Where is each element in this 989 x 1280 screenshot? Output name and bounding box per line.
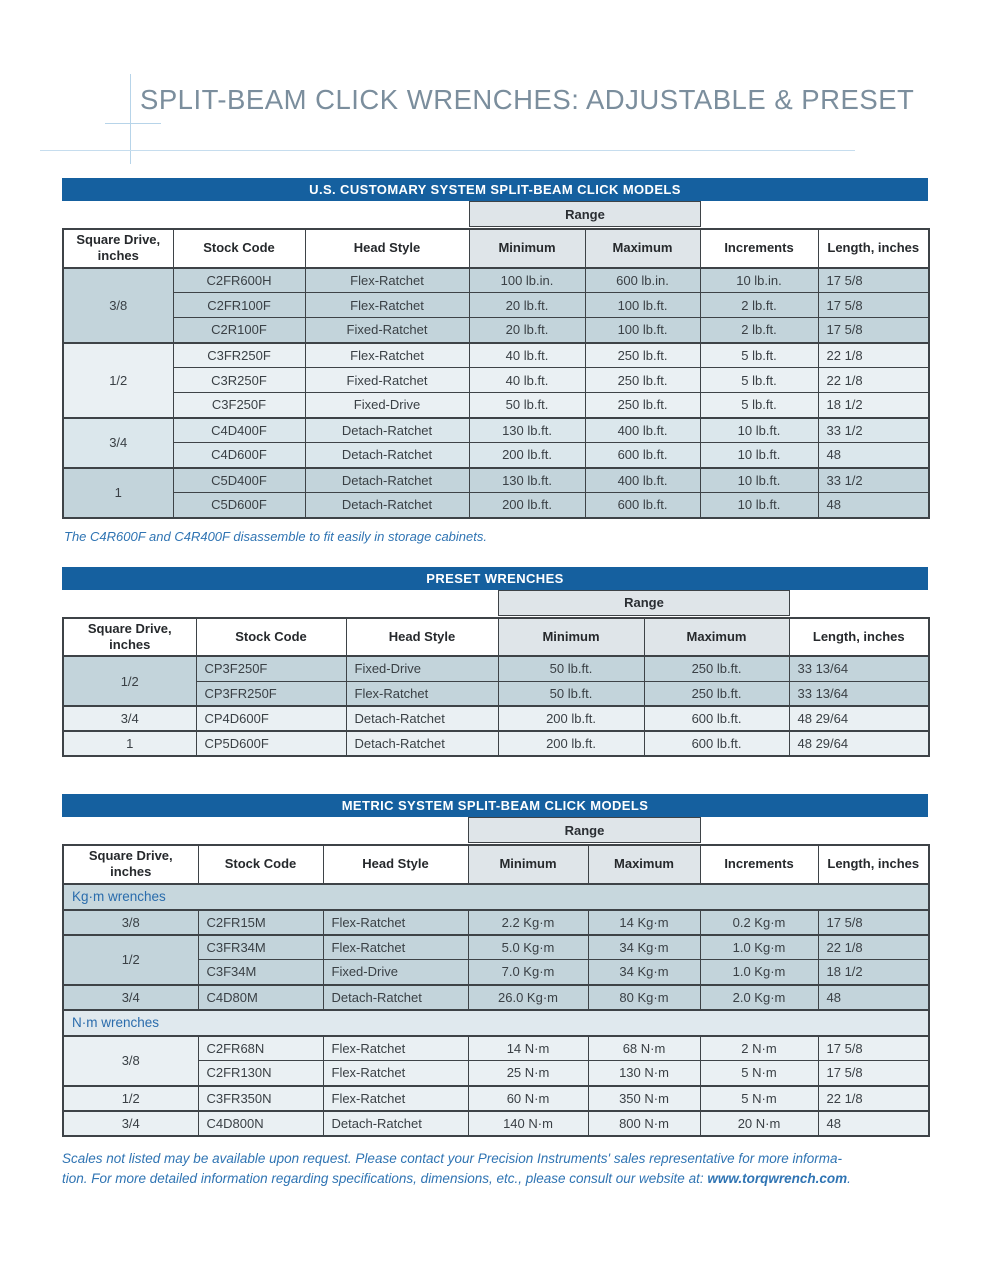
square-drive-cell: 1/2 [63, 1086, 198, 1111]
head-style-cell: Fixed-Drive [323, 960, 468, 985]
maximum-cell: 600 lb.ft. [585, 493, 700, 518]
head-style-cell: Fixed-Drive [346, 656, 498, 681]
table-row [63, 318, 929, 343]
head-style-cell: Detach-Ratchet [305, 418, 469, 443]
column-header: Square Drive, inches [63, 229, 173, 268]
head-style-cell: Flex-Ratchet [323, 1036, 468, 1061]
length-cell: 33 13/64 [789, 656, 929, 681]
column-header: Stock Code [196, 618, 346, 657]
increments-cell: 10 lb.ft. [700, 493, 818, 518]
table-row [63, 656, 929, 681]
maximum-cell: 600 lb.ft. [644, 731, 789, 756]
stock-code-cell: C4D600F [173, 443, 305, 468]
maximum-cell: 68 N·m [588, 1036, 700, 1061]
minimum-cell: 50 lb.ft. [498, 681, 644, 706]
increments-cell: 10 lb.ft. [700, 418, 818, 443]
head-style-cell: Flex-Ratchet [323, 935, 468, 960]
head-style-cell: Detach-Ratchet [305, 468, 469, 493]
length-cell: 48 [818, 443, 929, 468]
table-row [63, 443, 929, 468]
head-style-cell: Flex-Ratchet [323, 910, 468, 935]
minimum-cell: 200 lb.ft. [469, 443, 585, 468]
maximum-cell: 14 Kg·m [588, 910, 700, 935]
section-label-row [63, 884, 929, 910]
stock-code-cell: C2R100F [173, 318, 305, 343]
metric-range-strip [62, 817, 928, 844]
maximum-cell: 250 lb.ft. [585, 343, 700, 368]
preset-range-strip [62, 590, 928, 617]
minimum-cell: 40 lb.ft. [469, 343, 585, 368]
length-cell: 17 5/8 [818, 1036, 929, 1061]
length-cell: 48 [818, 985, 929, 1010]
length-cell: 33 1/2 [818, 468, 929, 493]
header-row [63, 845, 929, 884]
column-header: Square Drive, inches [63, 845, 198, 884]
stock-code-cell: C5D600F [173, 493, 305, 518]
table-row [63, 293, 929, 318]
column-header: Maximum [644, 618, 789, 657]
length-cell: 17 5/8 [818, 910, 929, 935]
stock-code-cell: C3R250F [173, 368, 305, 393]
column-header: Increments [700, 845, 818, 884]
minimum-cell: 7.0 Kg·m [468, 960, 588, 985]
increments-cell: 1.0 Kg·m [700, 935, 818, 960]
square-drive-cell: 3/4 [63, 418, 173, 468]
stock-code-cell: CP3FR250F [196, 681, 346, 706]
minimum-cell: 14 N·m [468, 1036, 588, 1061]
stock-code-cell: C3F250F [173, 393, 305, 418]
section-label-row [63, 1010, 929, 1036]
section-label: N·m wrenches [63, 1010, 929, 1036]
us-table-note: The C4R600F and C4R400F disassemble to fit easily in storage cabinets. [64, 528, 487, 544]
square-drive-cell: 3/4 [63, 706, 196, 731]
minimum-cell: 200 lb.ft. [498, 706, 644, 731]
table-row [63, 468, 929, 493]
minimum-cell: 140 N·m [468, 1111, 588, 1136]
increments-cell: 5 lb.ft. [700, 343, 818, 368]
minimum-cell: 200 lb.ft. [498, 731, 644, 756]
minimum-cell: 50 lb.ft. [498, 656, 644, 681]
head-style-cell: Detach-Ratchet [346, 731, 498, 756]
maximum-cell: 350 N·m [588, 1086, 700, 1111]
crosshair-horizontal-tick [105, 123, 161, 124]
maximum-cell: 100 lb.ft. [585, 318, 700, 343]
range-header: Range [469, 201, 701, 227]
footer-line2: tion. For more detailed information regarding specifications, dimensions, etc., please consult our website at: [62, 1170, 708, 1186]
maximum-cell: 250 lb.ft. [644, 656, 789, 681]
increments-cell: 2 lb.ft. [700, 293, 818, 318]
stock-code-cell: C2FR15M [198, 910, 323, 935]
length-cell: 48 [818, 1111, 929, 1136]
metric-banner: METRIC SYSTEM SPLIT-BEAM CLICK MODELS [62, 794, 928, 817]
increments-cell: 10 lb.ft. [700, 443, 818, 468]
head-style-cell: Detach-Ratchet [305, 443, 469, 468]
metric-table [62, 844, 930, 1137]
maximum-cell: 600 lb.ft. [644, 706, 789, 731]
length-cell: 17 5/8 [818, 293, 929, 318]
us-customary-table [62, 228, 930, 519]
increments-cell: 10 lb.ft. [700, 468, 818, 493]
length-cell: 22 1/8 [818, 368, 929, 393]
maximum-cell: 800 N·m [588, 1111, 700, 1136]
maximum-cell: 34 Kg·m [588, 960, 700, 985]
maximum-cell: 600 lb.ft. [585, 443, 700, 468]
head-style-cell: Fixed-Ratchet [305, 368, 469, 393]
range-header: Range [468, 817, 701, 843]
minimum-cell: 50 lb.ft. [469, 393, 585, 418]
column-header: Maximum [585, 229, 700, 268]
header-row [63, 229, 929, 268]
increments-cell: 5 lb.ft. [700, 368, 818, 393]
square-drive-cell: 3/8 [63, 1036, 198, 1086]
increments-cell: 5 N·m [700, 1061, 818, 1086]
head-style-cell: Flex-Ratchet [323, 1086, 468, 1111]
stock-code-cell: C2FR100F [173, 293, 305, 318]
increments-cell: 20 N·m [700, 1111, 818, 1136]
maximum-cell: 250 lb.ft. [585, 368, 700, 393]
head-style-cell: Flex-Ratchet [305, 293, 469, 318]
stock-code-cell: C3F34M [198, 960, 323, 985]
maximum-cell: 80 Kg·m [588, 985, 700, 1010]
increments-cell: 2.0 Kg·m [700, 985, 818, 1010]
table-row [63, 343, 929, 368]
minimum-cell: 130 lb.ft. [469, 468, 585, 493]
length-cell: 48 [818, 493, 929, 518]
website-link[interactable]: www.torqwrench.com [707, 1170, 848, 1186]
length-cell: 22 1/8 [818, 935, 929, 960]
column-header: Minimum [468, 845, 588, 884]
table-row [63, 706, 929, 731]
length-cell: 18 1/2 [818, 393, 929, 418]
footer-line2-end: . [847, 1170, 851, 1186]
head-style-cell: Flex-Ratchet [323, 1061, 468, 1086]
maximum-cell: 600 lb.in. [585, 268, 700, 293]
length-cell: 17 5/8 [818, 1061, 929, 1086]
head-style-cell: Flex-Ratchet [346, 681, 498, 706]
length-cell: 22 1/8 [818, 1086, 929, 1111]
column-header: Head Style [305, 229, 469, 268]
head-style-cell: Flex-Ratchet [305, 268, 469, 293]
square-drive-cell: 1/2 [63, 343, 173, 418]
minimum-cell: 200 lb.ft. [469, 493, 585, 518]
head-style-cell: Detach-Ratchet [346, 706, 498, 731]
length-cell: 33 13/64 [789, 681, 929, 706]
increments-cell: 0.2 Kg·m [700, 910, 818, 935]
column-header: Length, inches [818, 845, 929, 884]
stock-code-cell: C2FR130N [198, 1061, 323, 1086]
stock-code-cell: CP4D600F [196, 706, 346, 731]
length-cell: 48 29/64 [789, 706, 929, 731]
square-drive-cell: 3/4 [63, 1111, 198, 1136]
stock-code-cell: C4D800N [198, 1111, 323, 1136]
minimum-cell: 100 lb.in. [469, 268, 585, 293]
stock-code-cell: C4D80M [198, 985, 323, 1010]
table-row [63, 985, 929, 1010]
minimum-cell: 2.2 Kg·m [468, 910, 588, 935]
table-row [63, 493, 929, 518]
maximum-cell: 130 N·m [588, 1061, 700, 1086]
minimum-cell: 20 lb.ft. [469, 318, 585, 343]
increments-cell: 5 N·m [700, 1086, 818, 1111]
increments-cell: 1.0 Kg·m [700, 960, 818, 985]
maximum-cell: 400 lb.ft. [585, 418, 700, 443]
minimum-cell: 40 lb.ft. [469, 368, 585, 393]
maximum-cell: 400 lb.ft. [585, 468, 700, 493]
table-row [63, 935, 929, 960]
length-cell: 18 1/2 [818, 960, 929, 985]
table-row [63, 1036, 929, 1061]
increments-cell: 2 lb.ft. [700, 318, 818, 343]
table-row [63, 1086, 929, 1111]
head-style-cell: Fixed-Ratchet [305, 318, 469, 343]
square-drive-cell: 3/4 [63, 985, 198, 1010]
us-range-strip [62, 201, 928, 228]
stock-code-cell: CP3F250F [196, 656, 346, 681]
table-row [63, 418, 929, 443]
footer-text [62, 1149, 928, 1190]
stock-code-cell: CP5D600F [196, 731, 346, 756]
length-cell: 33 1/2 [818, 418, 929, 443]
square-drive-cell: 1/2 [63, 656, 196, 706]
square-drive-cell: 3/8 [63, 910, 198, 935]
column-header: Increments [700, 229, 818, 268]
preset-table [62, 617, 930, 758]
title-divider-line [40, 150, 855, 151]
column-header: Stock Code [198, 845, 323, 884]
minimum-cell: 20 lb.ft. [469, 293, 585, 318]
maximum-cell: 34 Kg·m [588, 935, 700, 960]
stock-code-cell: C3FR350N [198, 1086, 323, 1111]
column-header: Stock Code [173, 229, 305, 268]
square-drive-cell: 1 [63, 468, 173, 518]
head-style-cell: Flex-Ratchet [305, 343, 469, 368]
maximum-cell: 250 lb.ft. [644, 681, 789, 706]
increments-cell: 2 N·m [700, 1036, 818, 1061]
page-header [0, 0, 989, 178]
stock-code-cell: C2FR68N [198, 1036, 323, 1061]
minimum-cell: 25 N·m [468, 1061, 588, 1086]
length-cell: 22 1/8 [818, 343, 929, 368]
preset-banner: PRESET WRENCHES [62, 567, 928, 590]
minimum-cell: 60 N·m [468, 1086, 588, 1111]
table-row [63, 910, 929, 935]
column-header: Length, inches [818, 229, 929, 268]
stock-code-cell: C5D400F [173, 468, 305, 493]
square-drive-cell: 3/8 [63, 268, 173, 343]
column-header: Minimum [469, 229, 585, 268]
footer-line1: Scales not listed may be available upon request. Please contact your Precision Instruments' sales representative for more informa- [62, 1150, 842, 1166]
column-header: Minimum [498, 618, 644, 657]
head-style-cell: Fixed-Drive [305, 393, 469, 418]
column-header: Head Style [346, 618, 498, 657]
minimum-cell: 130 lb.ft. [469, 418, 585, 443]
header-row [63, 618, 929, 657]
stock-code-cell: C2FR600H [173, 268, 305, 293]
table-row [63, 1111, 929, 1136]
stock-code-cell: C3FR34M [198, 935, 323, 960]
page-title: SPLIT-BEAM CLICK WRENCHES: ADJUSTABLE & PRESET [140, 84, 915, 115]
length-cell: 17 5/8 [818, 318, 929, 343]
minimum-cell: 26.0 Kg·m [468, 985, 588, 1010]
minimum-cell: 5.0 Kg·m [468, 935, 588, 960]
table-row [63, 393, 929, 418]
stock-code-cell: C4D400F [173, 418, 305, 443]
length-cell: 48 29/64 [789, 731, 929, 756]
maximum-cell: 100 lb.ft. [585, 293, 700, 318]
column-header: Length, inches [789, 618, 929, 657]
column-header: Head Style [323, 845, 468, 884]
stock-code-cell: C3FR250F [173, 343, 305, 368]
head-style-cell: Detach-Ratchet [323, 1111, 468, 1136]
maximum-cell: 250 lb.ft. [585, 393, 700, 418]
section-label: Kg·m wrenches [63, 884, 929, 910]
table-row [63, 731, 929, 756]
column-header: Maximum [588, 845, 700, 884]
increments-cell: 10 lb.in. [700, 268, 818, 293]
increments-cell: 5 lb.ft. [700, 393, 818, 418]
length-cell: 17 5/8 [818, 268, 929, 293]
column-header: Square Drive, inches [63, 618, 196, 657]
us-customary-banner: U.S. CUSTOMARY SYSTEM SPLIT-BEAM CLICK MODELS [62, 178, 928, 201]
square-drive-cell: 1 [63, 731, 196, 756]
range-header: Range [498, 590, 790, 616]
square-drive-cell: 1/2 [63, 935, 198, 985]
head-style-cell: Detach-Ratchet [323, 985, 468, 1010]
table-row [63, 268, 929, 293]
table-row [63, 368, 929, 393]
head-style-cell: Detach-Ratchet [305, 493, 469, 518]
